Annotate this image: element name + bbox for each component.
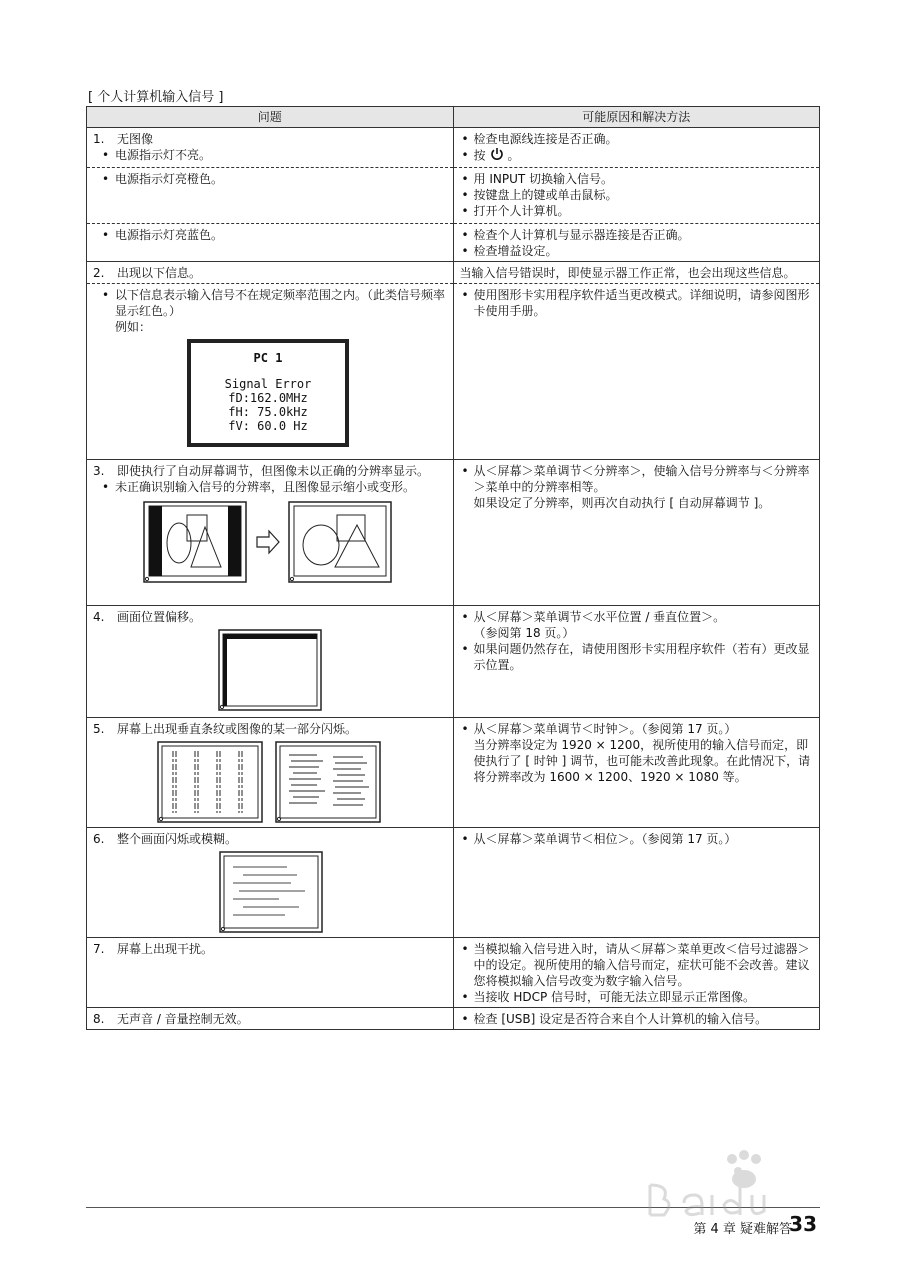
blur-figure [219, 851, 323, 933]
table-row [87, 284, 820, 460]
table-row [87, 828, 820, 938]
solution-item: 当分辨率设定为 1920 × 1200，视所使用的输入信号而定，即使执行了 [ 时钟 ] 调节，也可能未改善此现象。在此情况下，请将分辨率改为 1600 × 1200、1920 × 1080 等。 [473, 738, 811, 784]
sub-problem: • 未正确识别输入信号的分辨率，且图像显示缩小或变形。 [93, 479, 447, 495]
solution-item: • 打开个人计算机。 [460, 203, 814, 219]
row-title: 1. 无图像 [93, 132, 154, 146]
solution-item: • 使用图形卡实用程序软件适当更改模式。详细说明，请参阅图形卡使用手册。 [460, 287, 814, 319]
sub-problem: • 电源指示灯不亮。 [93, 147, 447, 163]
solution-item: • 从＜屏幕＞菜单调节＜水平位置 / 垂直位置＞。 [460, 609, 814, 625]
table-row [87, 460, 820, 606]
solution-item: • 按键盘上的键或单击鼠标。 [460, 187, 814, 203]
flicker-figure [157, 741, 381, 825]
osd-line: PC 1 [253, 351, 283, 365]
sub-problem: • 电源指示灯亮橙色。 [93, 171, 447, 187]
row-title: 4. 画面位置偏移。 [93, 610, 202, 624]
page-number: 33 [789, 1212, 817, 1236]
table-row [87, 1008, 820, 1030]
solution-item: 当输入信号错误时，即使显示器工作正常，也会出现这些信息。 [459, 266, 796, 280]
row-title: 2. 出现以下信息。 [93, 266, 202, 280]
position-figure [218, 629, 322, 711]
solution-item: • 当接收 HDCP 信号时，可能无法立即显示正常图像。 [460, 989, 814, 1005]
table-row [87, 168, 820, 224]
sub-problem: • 以下信息表示输入信号不在规定频率范围之内。（此类信号频率显示红色。） [93, 287, 447, 319]
table-row [87, 606, 820, 718]
table-row [87, 938, 820, 1008]
troubleshooting-table [86, 106, 820, 1030]
solution-item: • 检查增益设定。 [460, 243, 814, 259]
table-row [87, 718, 820, 828]
section-title: [ 个人计算机输入信号 ] [88, 90, 224, 105]
table-row [87, 128, 820, 168]
example-label: 例如： [115, 320, 152, 334]
resolution-figure [143, 501, 393, 585]
solution-item: • 用 INPUT 切换输入信号。 [460, 171, 814, 187]
osd-line: fH: 75.0kHz [228, 405, 308, 419]
row-title: 5. 屏幕上出现垂直条纹或图像的某一部分闪烁。 [93, 722, 358, 736]
osd-line: fD:162.0MHz [228, 391, 308, 405]
solution-item: • 从＜屏幕＞菜单调节＜分辨率＞，使输入信号分辨率与＜分辨率＞菜单中的分辨率相等。 [460, 463, 814, 495]
osd-line: fV: 60.0 Hz [228, 419, 308, 433]
row-title: 3. 即使执行了自动屏幕调节，但图像未以正确的分辨率显示。 [93, 464, 430, 478]
row-title: 8. 无声音 / 音量控制无效。 [93, 1012, 249, 1026]
solution-item: （参阅第 18 页。） [473, 626, 575, 640]
signal-error-figure [187, 339, 349, 447]
header-solution: 可能原因和解决方法 [453, 107, 820, 128]
power-icon [490, 147, 504, 165]
solution-item: 如果设定了分辨率，则再次自动执行 [ 自动屏幕调节 ]。 [473, 496, 771, 510]
solution-item: • 从＜屏幕＞菜单调节＜相位＞。（参阅第 17 页。） [460, 831, 814, 847]
solution-item: • 从＜屏幕＞菜单调节＜时钟＞。（参阅第 17 页。） [460, 721, 814, 737]
solution-item: • 按 。 [460, 147, 814, 165]
table-header [87, 107, 820, 128]
solution-item: • 检查个人计算机与显示器连接是否正确。 [460, 227, 814, 243]
solution-item: • 如果问题仍然存在，请使用图形卡实用程序软件（若有）更改显示位置。 [460, 641, 814, 673]
sub-problem: • 电源指示灯亮蓝色。 [93, 227, 447, 243]
row-title: 6. 整个画面闪烁或模糊。 [93, 832, 238, 846]
row-title: 7. 屏幕上出现干扰。 [93, 942, 214, 956]
header-problem: 问题 [87, 107, 454, 128]
osd-line: Signal Error [224, 377, 312, 391]
footer-chapter: 第 4 章 疑难解答 [693, 1222, 792, 1237]
table-row [87, 224, 820, 262]
solution-item: • 检查电源线连接是否正确。 [460, 131, 814, 147]
solution-item: • 检查 [USB] 设定是否符合来自个人计算机的输入信号。 [460, 1011, 814, 1027]
watermark-logo-icon [640, 1145, 840, 1235]
solution-item: • 当模拟输入信号进入时，请从＜屏幕＞菜单更改＜信号过滤器＞中的设定。视所使用的输入信号而定，症状可能不会改善。建议您将模拟输入信号改变为数字输入信号。 [460, 941, 814, 989]
table-row [87, 262, 820, 284]
